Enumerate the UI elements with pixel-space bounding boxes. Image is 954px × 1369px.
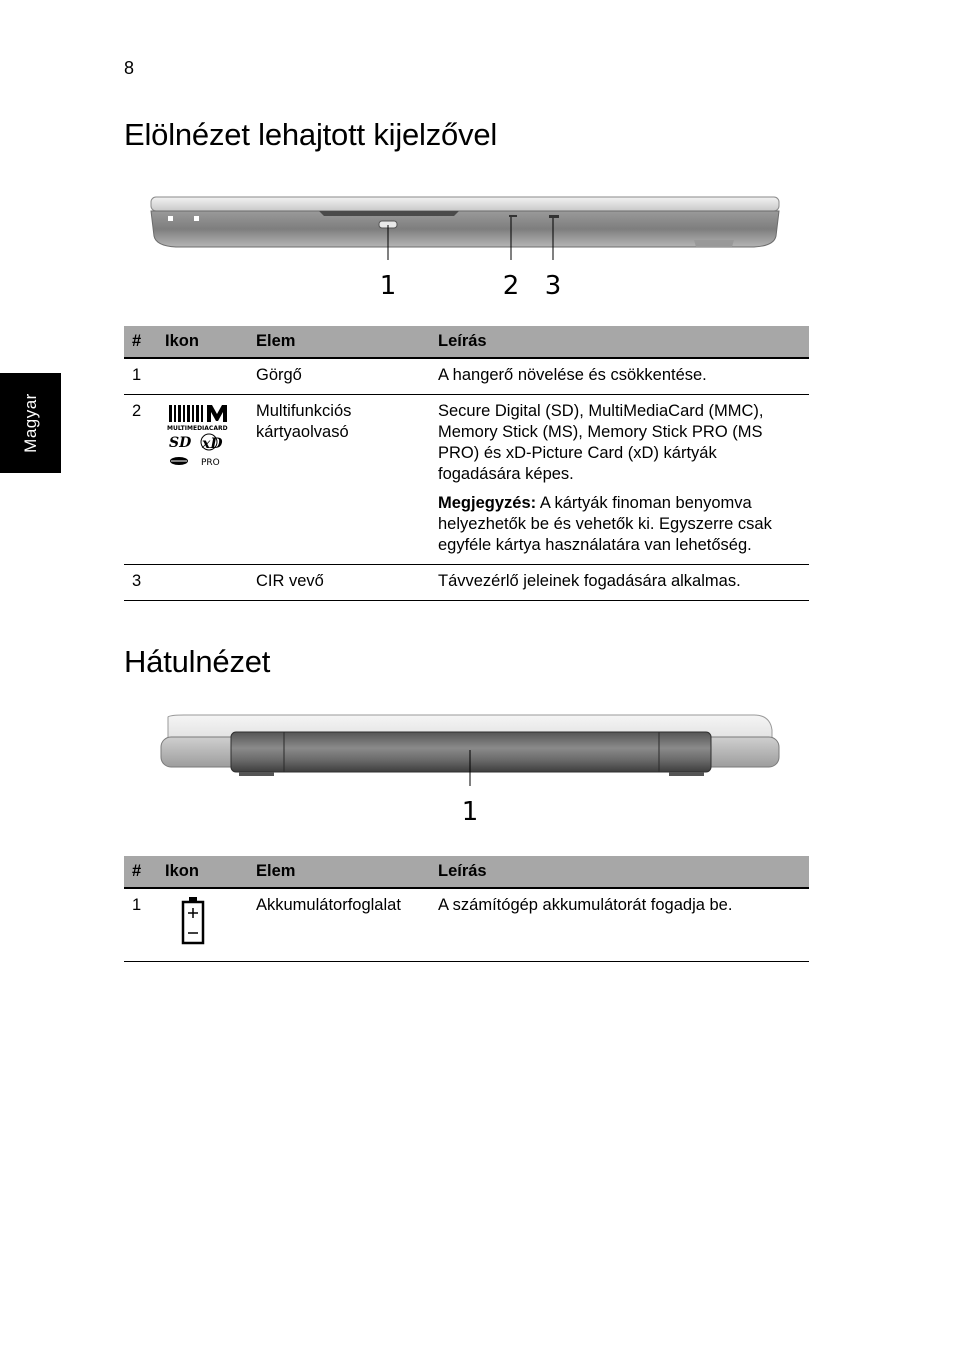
sd-logo-text: SD bbox=[169, 435, 192, 451]
header-desc: Leírás bbox=[430, 326, 809, 358]
mmc-logo-text: MULTIMEDIACARD bbox=[167, 425, 228, 432]
row-item: CIR vevő bbox=[248, 565, 430, 601]
header-icon: Ikon bbox=[157, 326, 248, 358]
row-item: Görgő bbox=[248, 358, 430, 395]
row-desc: Secure Digital (SD), MultiMediaCard (MMC), Memory Stick (MS), Memory Stick PRO (MS PRO) és xD-Picture Card (xD) kártyák fogadására képes. bbox=[438, 402, 764, 483]
row-note bbox=[438, 493, 801, 556]
note-text: A kártyák finoman benyomva helyezhetők be és vehetők ki. Egyszerre csak egyféle kártya használatára van lehetőség. bbox=[438, 494, 772, 554]
laptop-rear-illustration bbox=[124, 710, 809, 830]
row-icon bbox=[157, 395, 248, 565]
table-row bbox=[124, 358, 809, 395]
row-item: Akkumulátorfoglalat bbox=[248, 888, 430, 962]
row-icon bbox=[157, 888, 248, 962]
rear-callout-1: 1 bbox=[461, 797, 479, 827]
language-side-tab bbox=[0, 373, 61, 473]
row-num: 1 bbox=[124, 888, 157, 962]
row-desc: A hangerő növelése és csökkentése. bbox=[430, 358, 809, 395]
laptop-front-illustration bbox=[124, 190, 809, 305]
rear-view-table bbox=[124, 856, 809, 962]
header-item: Elem bbox=[248, 326, 430, 358]
language-label: Magyar bbox=[20, 393, 40, 453]
header-num: # bbox=[124, 326, 157, 358]
rear-view-title: Hátulnézet bbox=[124, 644, 271, 679]
row-desc-cell bbox=[430, 395, 809, 565]
ms-pro-text: PRO bbox=[201, 458, 220, 468]
note-label: Megjegyzés: bbox=[438, 494, 537, 512]
table-header-row bbox=[124, 856, 809, 888]
table-row bbox=[124, 395, 809, 565]
row-item: Multifunkciós kártyaolvasó bbox=[248, 395, 430, 565]
row-desc: Távvezérlő jeleinek fogadására alkalmas. bbox=[430, 565, 809, 601]
row-num: 2 bbox=[124, 395, 157, 565]
header-num: # bbox=[124, 856, 157, 888]
front-view-title: Elölnézet lehajtott kijelzővel bbox=[124, 117, 498, 152]
row-icon bbox=[157, 358, 248, 395]
front-view-table bbox=[124, 326, 809, 601]
xd-logo-text: xD bbox=[202, 436, 223, 452]
header-icon: Ikon bbox=[157, 856, 248, 888]
row-num: 1 bbox=[124, 358, 157, 395]
table-row bbox=[124, 888, 809, 962]
row-num: 3 bbox=[124, 565, 157, 601]
front-view-figure bbox=[124, 190, 809, 305]
row-desc: A számítógép akkumulátorát fogadja be. bbox=[430, 888, 809, 962]
callout-3: 3 bbox=[544, 271, 562, 301]
header-item: Elem bbox=[248, 856, 430, 888]
page-number: 8 bbox=[124, 58, 135, 78]
header-desc: Leírás bbox=[430, 856, 809, 888]
table-header-row bbox=[124, 326, 809, 358]
callout-1: 1 bbox=[379, 271, 397, 301]
memory-card-formats-icon bbox=[165, 401, 235, 469]
rear-view-figure bbox=[124, 710, 809, 830]
table-row bbox=[124, 565, 809, 601]
callout-2: 2 bbox=[502, 271, 520, 301]
battery-icon bbox=[165, 895, 205, 947]
row-icon bbox=[157, 565, 248, 601]
